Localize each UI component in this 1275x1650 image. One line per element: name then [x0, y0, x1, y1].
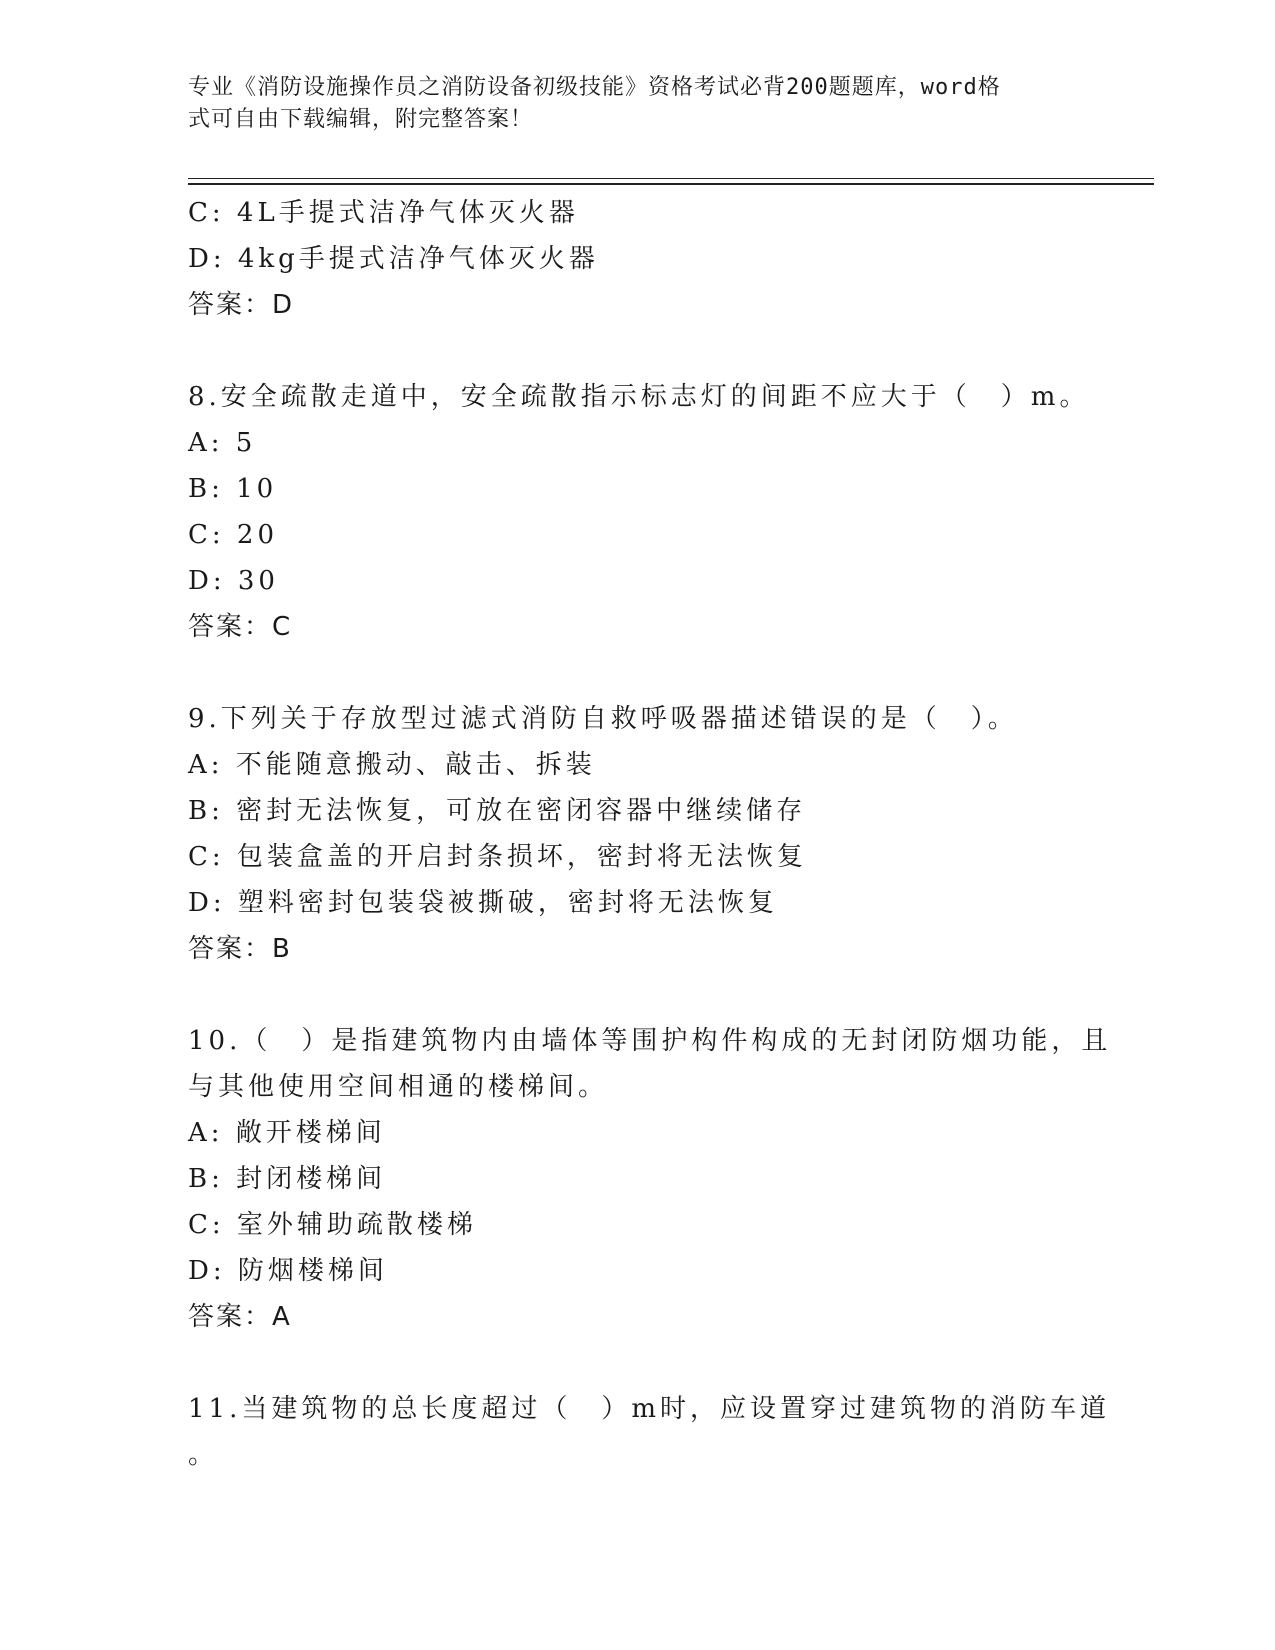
question-10-text-line-1: 10.（ ）是指建筑物内由墙体等围护构件构成的无封闭防烟功能，且 [188, 1026, 1112, 1056]
question-9-option-b: B: 密封无法恢复，可放在密闭容器中继续储存 [188, 796, 807, 826]
question-8-text: 8.安全疏散走道中，安全疏散指示标志灯的间距不应大于（ ）m。 [188, 382, 1090, 412]
question-9-option-a: A: 不能随意搬动、敲击、拆装 [188, 750, 596, 780]
question-list [188, 190, 1112, 1478]
question-8-option-a: A: 5 [188, 428, 257, 458]
question-10-option-b: B: 封闭楼梯间 [188, 1164, 387, 1194]
question-9-option-c: C: 包装盒盖的开启封条损坏，密封将无法恢复 [188, 842, 807, 872]
question-9-answer: 答案：B [188, 934, 292, 964]
question-7-answer: 答案：D [188, 290, 295, 320]
question-11-text-line-1: 11.当建筑物的总长度超过（ ）m时，应设置穿过建筑物的消防车道 [188, 1394, 1111, 1424]
question-11-block [188, 1386, 1111, 1478]
question-7-option-d: D: 4kg手提式洁净气体灭火器 [188, 244, 599, 274]
question-9-block [188, 696, 1088, 972]
question-8-option-c: C: 20 [188, 520, 279, 550]
question-10-answer: 答案：A [188, 1302, 292, 1332]
question-8-block [188, 374, 1088, 650]
header-divider-thick [188, 183, 1154, 185]
question-10-option-c: C: 室外辅助疏散楼梯 [188, 1210, 477, 1240]
question-10-option-d: D: 防烟楼梯间 [188, 1256, 388, 1286]
question-7-block [188, 190, 1088, 328]
header-line-1: 专业《消防设施操作员之消防设备初级技能》资格考试必背200题题库，word格 [188, 75, 1001, 100]
header-line-2: 式可自由下载编辑，附完整答案！ [188, 107, 534, 132]
question-8-option-b: B: 10 [188, 474, 278, 504]
question-9-option-d: D: 塑料密封包装袋被撕破，密封将无法恢复 [188, 888, 778, 918]
question-8-option-d: D: 30 [188, 566, 279, 596]
question-9-text: 9.下列关于存放型过滤式消防自救呼吸器描述错误的是（ ）。 [188, 704, 1018, 734]
question-10-text-line-2: 与其他使用空间相通的楼梯间。 [188, 1072, 609, 1102]
question-8-answer: 答案：C [188, 612, 293, 642]
question-10-block [188, 1018, 1112, 1340]
question-10-option-a: A: 敞开楼梯间 [188, 1118, 386, 1148]
question-11-text-line-2: 。 [188, 1440, 219, 1470]
document-header [188, 72, 1068, 136]
question-7-option-c: C: 4L手提式洁净气体灭火器 [188, 198, 579, 228]
header-divider-thin [188, 178, 1154, 179]
